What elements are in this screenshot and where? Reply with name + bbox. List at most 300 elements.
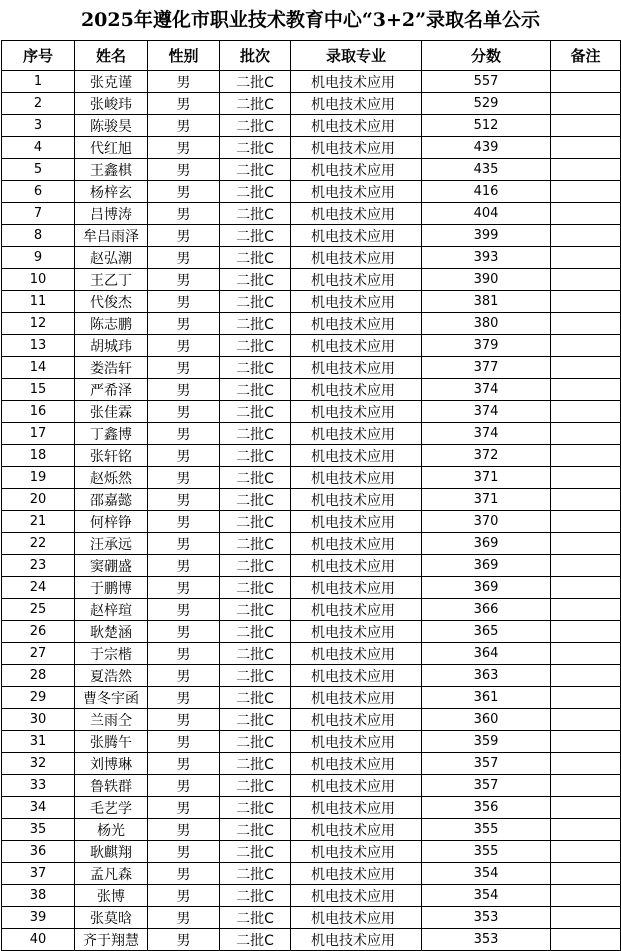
cell-major: 机电技术应用 [291,907,422,929]
cell-remarks [551,907,621,929]
cell-major: 机电技术应用 [291,665,422,687]
cell-gender: 男 [148,423,220,445]
cell-serial-number: 29 [2,687,75,709]
cell-score: 354 [422,863,551,885]
cell-serial-number: 35 [2,819,75,841]
cell-remarks [551,731,621,753]
cell-score: 374 [422,379,551,401]
header-serial-number: 序号 [2,41,75,71]
table-row [2,269,621,291]
cell-remarks [551,577,621,599]
cell-remarks [551,599,621,621]
cell-batch: 二批C [220,929,291,951]
cell-score: 353 [422,907,551,929]
cell-remarks [551,863,621,885]
cell-major: 机电技术应用 [291,599,422,621]
cell-name: 王鑫棋 [75,159,148,181]
header-remarks: 备注 [551,41,621,71]
cell-name: 吕博涛 [75,203,148,225]
cell-gender: 男 [148,137,220,159]
cell-gender: 男 [148,687,220,709]
cell-name: 代俊杰 [75,291,148,313]
cell-batch: 二批C [220,907,291,929]
cell-major: 机电技术应用 [291,93,422,115]
table-row [2,335,621,357]
cell-name: 张克谨 [75,71,148,93]
cell-batch: 二批C [220,225,291,247]
cell-serial-number: 10 [2,269,75,291]
cell-batch: 二批C [220,401,291,423]
cell-gender: 男 [148,863,220,885]
cell-major: 机电技术应用 [291,731,422,753]
cell-score: 356 [422,797,551,819]
cell-major: 机电技术应用 [291,115,422,137]
cell-gender: 男 [148,115,220,137]
admission-list-table [1,40,621,951]
cell-major: 机电技术应用 [291,357,422,379]
cell-batch: 二批C [220,93,291,115]
cell-remarks [551,643,621,665]
cell-major: 机电技术应用 [291,335,422,357]
cell-major: 机电技术应用 [291,313,422,335]
cell-gender: 男 [148,225,220,247]
table-row [2,511,621,533]
cell-remarks [551,423,621,445]
cell-gender: 男 [148,577,220,599]
cell-major: 机电技术应用 [291,225,422,247]
cell-remarks [551,313,621,335]
cell-remarks [551,269,621,291]
cell-serial-number: 25 [2,599,75,621]
cell-remarks [551,621,621,643]
cell-major: 机电技术应用 [291,687,422,709]
table-row [2,181,621,203]
cell-remarks [551,357,621,379]
cell-batch: 二批C [220,291,291,313]
table-row [2,203,621,225]
cell-serial-number: 37 [2,863,75,885]
cell-name: 王乙丁 [75,269,148,291]
cell-score: 371 [422,489,551,511]
cell-gender: 男 [148,797,220,819]
cell-remarks [551,71,621,93]
cell-name: 代红旭 [75,137,148,159]
cell-score: 416 [422,181,551,203]
cell-batch: 二批C [220,863,291,885]
cell-remarks [551,687,621,709]
table-row [2,599,621,621]
cell-score: 369 [422,577,551,599]
cell-batch: 二批C [220,665,291,687]
cell-gender: 男 [148,313,220,335]
table-row [2,577,621,599]
cell-remarks [551,797,621,819]
cell-batch: 二批C [220,357,291,379]
cell-name: 陈志鹏 [75,313,148,335]
cell-serial-number: 1 [2,71,75,93]
cell-major: 机电技术应用 [291,489,422,511]
cell-score: 399 [422,225,551,247]
cell-major: 机电技术应用 [291,533,422,555]
cell-gender: 男 [148,379,220,401]
cell-serial-number: 34 [2,797,75,819]
cell-serial-number: 6 [2,181,75,203]
cell-serial-number: 39 [2,907,75,929]
cell-major: 机电技术应用 [291,203,422,225]
table-row [2,357,621,379]
cell-score: 360 [422,709,551,731]
cell-gender: 男 [148,247,220,269]
cell-name: 张莫晗 [75,907,148,929]
cell-score: 381 [422,291,551,313]
table-row [2,159,621,181]
cell-serial-number: 32 [2,753,75,775]
cell-serial-number: 27 [2,643,75,665]
table-row [2,225,621,247]
cell-remarks [551,489,621,511]
cell-remarks [551,181,621,203]
cell-score: 366 [422,599,551,621]
cell-gender: 男 [148,335,220,357]
table-row [2,401,621,423]
cell-name: 丁鑫博 [75,423,148,445]
cell-remarks [551,555,621,577]
cell-name: 耿楚涵 [75,621,148,643]
cell-batch: 二批C [220,159,291,181]
cell-batch: 二批C [220,841,291,863]
cell-batch: 二批C [220,511,291,533]
cell-gender: 男 [148,599,220,621]
cell-remarks [551,137,621,159]
cell-batch: 二批C [220,489,291,511]
cell-batch: 二批C [220,885,291,907]
cell-major: 机电技术应用 [291,247,422,269]
cell-serial-number: 14 [2,357,75,379]
cell-name: 陈骏昊 [75,115,148,137]
cell-score: 364 [422,643,551,665]
cell-score: 359 [422,731,551,753]
table-row [2,115,621,137]
cell-batch: 二批C [220,203,291,225]
table-row [2,885,621,907]
cell-serial-number: 36 [2,841,75,863]
table-row [2,797,621,819]
table-row [2,137,621,159]
cell-score: 370 [422,511,551,533]
cell-remarks [551,709,621,731]
cell-batch: 二批C [220,599,291,621]
cell-major: 机电技术应用 [291,555,422,577]
cell-batch: 二批C [220,247,291,269]
cell-batch: 二批C [220,621,291,643]
cell-serial-number: 38 [2,885,75,907]
cell-serial-number: 7 [2,203,75,225]
cell-batch: 二批C [220,445,291,467]
table-row [2,643,621,665]
cell-gender: 男 [148,181,220,203]
cell-serial-number: 15 [2,379,75,401]
cell-major: 机电技术应用 [291,797,422,819]
table-row [2,929,621,951]
cell-batch: 二批C [220,753,291,775]
cell-name: 赵梓瑄 [75,599,148,621]
cell-remarks [551,929,621,951]
cell-batch: 二批C [220,797,291,819]
cell-batch: 二批C [220,181,291,203]
table-row [2,467,621,489]
table-row [2,841,621,863]
table-row [2,423,621,445]
cell-name: 赵烁然 [75,467,148,489]
table-row [2,313,621,335]
cell-score: 435 [422,159,551,181]
cell-serial-number: 8 [2,225,75,247]
cell-batch: 二批C [220,335,291,357]
table-row [2,489,621,511]
cell-score: 404 [422,203,551,225]
cell-gender: 男 [148,445,220,467]
table-row [2,445,621,467]
cell-serial-number: 20 [2,489,75,511]
table-row [2,687,621,709]
cell-name: 兰雨仝 [75,709,148,731]
cell-name: 张佳霖 [75,401,148,423]
cell-gender: 男 [148,159,220,181]
cell-score: 439 [422,137,551,159]
cell-remarks [551,445,621,467]
cell-serial-number: 11 [2,291,75,313]
cell-gender: 男 [148,709,220,731]
cell-name: 夏浩然 [75,665,148,687]
cell-serial-number: 3 [2,115,75,137]
table-row [2,533,621,555]
cell-major: 机电技术应用 [291,643,422,665]
cell-major: 机电技术应用 [291,709,422,731]
cell-gender: 男 [148,731,220,753]
cell-serial-number: 9 [2,247,75,269]
cell-score: 374 [422,401,551,423]
cell-major: 机电技术应用 [291,71,422,93]
cell-name: 杨光 [75,819,148,841]
cell-serial-number: 17 [2,423,75,445]
cell-name: 张博 [75,885,148,907]
cell-gender: 男 [148,489,220,511]
document-title: 2025年遵化市职业技术教育中心“3+2”录取名单公示 [80,9,541,31]
cell-gender: 男 [148,533,220,555]
cell-serial-number: 22 [2,533,75,555]
cell-score: 371 [422,467,551,489]
cell-serial-number: 40 [2,929,75,951]
cell-gender: 男 [148,203,220,225]
cell-serial-number: 26 [2,621,75,643]
cell-name: 邵嘉懿 [75,489,148,511]
cell-remarks [551,335,621,357]
cell-score: 363 [422,665,551,687]
cell-name: 刘博琳 [75,753,148,775]
cell-serial-number: 16 [2,401,75,423]
cell-serial-number: 33 [2,775,75,797]
cell-score: 369 [422,533,551,555]
cell-score: 355 [422,841,551,863]
cell-name: 赵弘潮 [75,247,148,269]
cell-major: 机电技术应用 [291,467,422,489]
cell-name: 何梓铮 [75,511,148,533]
cell-name: 张腾午 [75,731,148,753]
cell-batch: 二批C [220,269,291,291]
cell-score: 377 [422,357,551,379]
cell-batch: 二批C [220,313,291,335]
cell-batch: 二批C [220,115,291,137]
header-batch: 批次 [220,41,291,71]
cell-remarks [551,401,621,423]
cell-major: 机电技术应用 [291,511,422,533]
cell-remarks [551,203,621,225]
cell-serial-number: 13 [2,335,75,357]
cell-serial-number: 23 [2,555,75,577]
cell-remarks [551,533,621,555]
table-row [2,665,621,687]
header-major: 录取专业 [291,41,422,71]
cell-remarks [551,115,621,137]
cell-score: 557 [422,71,551,93]
cell-gender: 男 [148,291,220,313]
cell-name: 于鹏博 [75,577,148,599]
cell-name: 杨梓玄 [75,181,148,203]
cell-gender: 男 [148,775,220,797]
cell-serial-number: 18 [2,445,75,467]
cell-batch: 二批C [220,379,291,401]
cell-remarks [551,247,621,269]
cell-name: 毛艺学 [75,797,148,819]
cell-gender: 男 [148,555,220,577]
cell-batch: 二批C [220,71,291,93]
cell-gender: 男 [148,643,220,665]
cell-remarks [551,665,621,687]
cell-major: 机电技术应用 [291,291,422,313]
cell-batch: 二批C [220,731,291,753]
cell-gender: 男 [148,929,220,951]
table-body [2,71,621,951]
cell-serial-number: 24 [2,577,75,599]
cell-score: 355 [422,819,551,841]
cell-score: 372 [422,445,551,467]
cell-batch: 二批C [220,775,291,797]
cell-serial-number: 30 [2,709,75,731]
cell-gender: 男 [148,621,220,643]
cell-name: 汪承远 [75,533,148,555]
cell-major: 机电技术应用 [291,379,422,401]
cell-gender: 男 [148,467,220,489]
table-row [2,621,621,643]
cell-remarks [551,467,621,489]
cell-gender: 男 [148,841,220,863]
cell-score: 374 [422,423,551,445]
cell-batch: 二批C [220,533,291,555]
cell-score: 357 [422,775,551,797]
cell-gender: 男 [148,401,220,423]
cell-serial-number: 2 [2,93,75,115]
cell-score: 357 [422,753,551,775]
cell-major: 机电技术应用 [291,885,422,907]
table-row [2,775,621,797]
table-row [2,291,621,313]
cell-gender: 男 [148,71,220,93]
cell-remarks [551,379,621,401]
cell-score: 369 [422,555,551,577]
table-row [2,93,621,115]
cell-name: 于宗楷 [75,643,148,665]
table-row [2,731,621,753]
cell-score: 354 [422,885,551,907]
cell-score: 361 [422,687,551,709]
cell-gender: 男 [148,269,220,291]
cell-score: 393 [422,247,551,269]
cell-name: 孟凡森 [75,863,148,885]
cell-name: 牟吕雨泽 [75,225,148,247]
cell-serial-number: 28 [2,665,75,687]
table-row [2,819,621,841]
table-row [2,753,621,775]
table-row [2,379,621,401]
cell-gender: 男 [148,665,220,687]
cell-major: 机电技术应用 [291,401,422,423]
cell-remarks [551,159,621,181]
cell-name: 齐于翔慧 [75,929,148,951]
cell-score: 353 [422,929,551,951]
table-row [2,555,621,577]
header-name: 姓名 [75,41,148,71]
cell-remarks [551,291,621,313]
cell-major: 机电技术应用 [291,819,422,841]
cell-gender: 男 [148,357,220,379]
table-row [2,71,621,93]
cell-remarks [551,885,621,907]
cell-major: 机电技术应用 [291,577,422,599]
header-gender: 性别 [148,41,220,71]
cell-name: 曹冬宇函 [75,687,148,709]
cell-gender: 男 [148,753,220,775]
cell-major: 机电技术应用 [291,423,422,445]
cell-batch: 二批C [220,577,291,599]
cell-major: 机电技术应用 [291,181,422,203]
cell-score: 390 [422,269,551,291]
cell-remarks [551,819,621,841]
table-row [2,863,621,885]
cell-remarks [551,93,621,115]
cell-major: 机电技术应用 [291,137,422,159]
cell-major: 机电技术应用 [291,159,422,181]
cell-major: 机电技术应用 [291,621,422,643]
cell-name: 严希泽 [75,379,148,401]
cell-name: 窦硼盛 [75,555,148,577]
cell-remarks [551,225,621,247]
cell-batch: 二批C [220,709,291,731]
table-row [2,247,621,269]
cell-name: 娄浩轩 [75,357,148,379]
cell-serial-number: 5 [2,159,75,181]
cell-batch: 二批C [220,423,291,445]
cell-gender: 男 [148,93,220,115]
table-header-row [2,41,621,71]
cell-gender: 男 [148,885,220,907]
cell-major: 机电技术应用 [291,269,422,291]
cell-score: 380 [422,313,551,335]
cell-gender: 男 [148,511,220,533]
cell-remarks [551,753,621,775]
cell-gender: 男 [148,907,220,929]
cell-major: 机电技术应用 [291,445,422,467]
cell-remarks [551,511,621,533]
